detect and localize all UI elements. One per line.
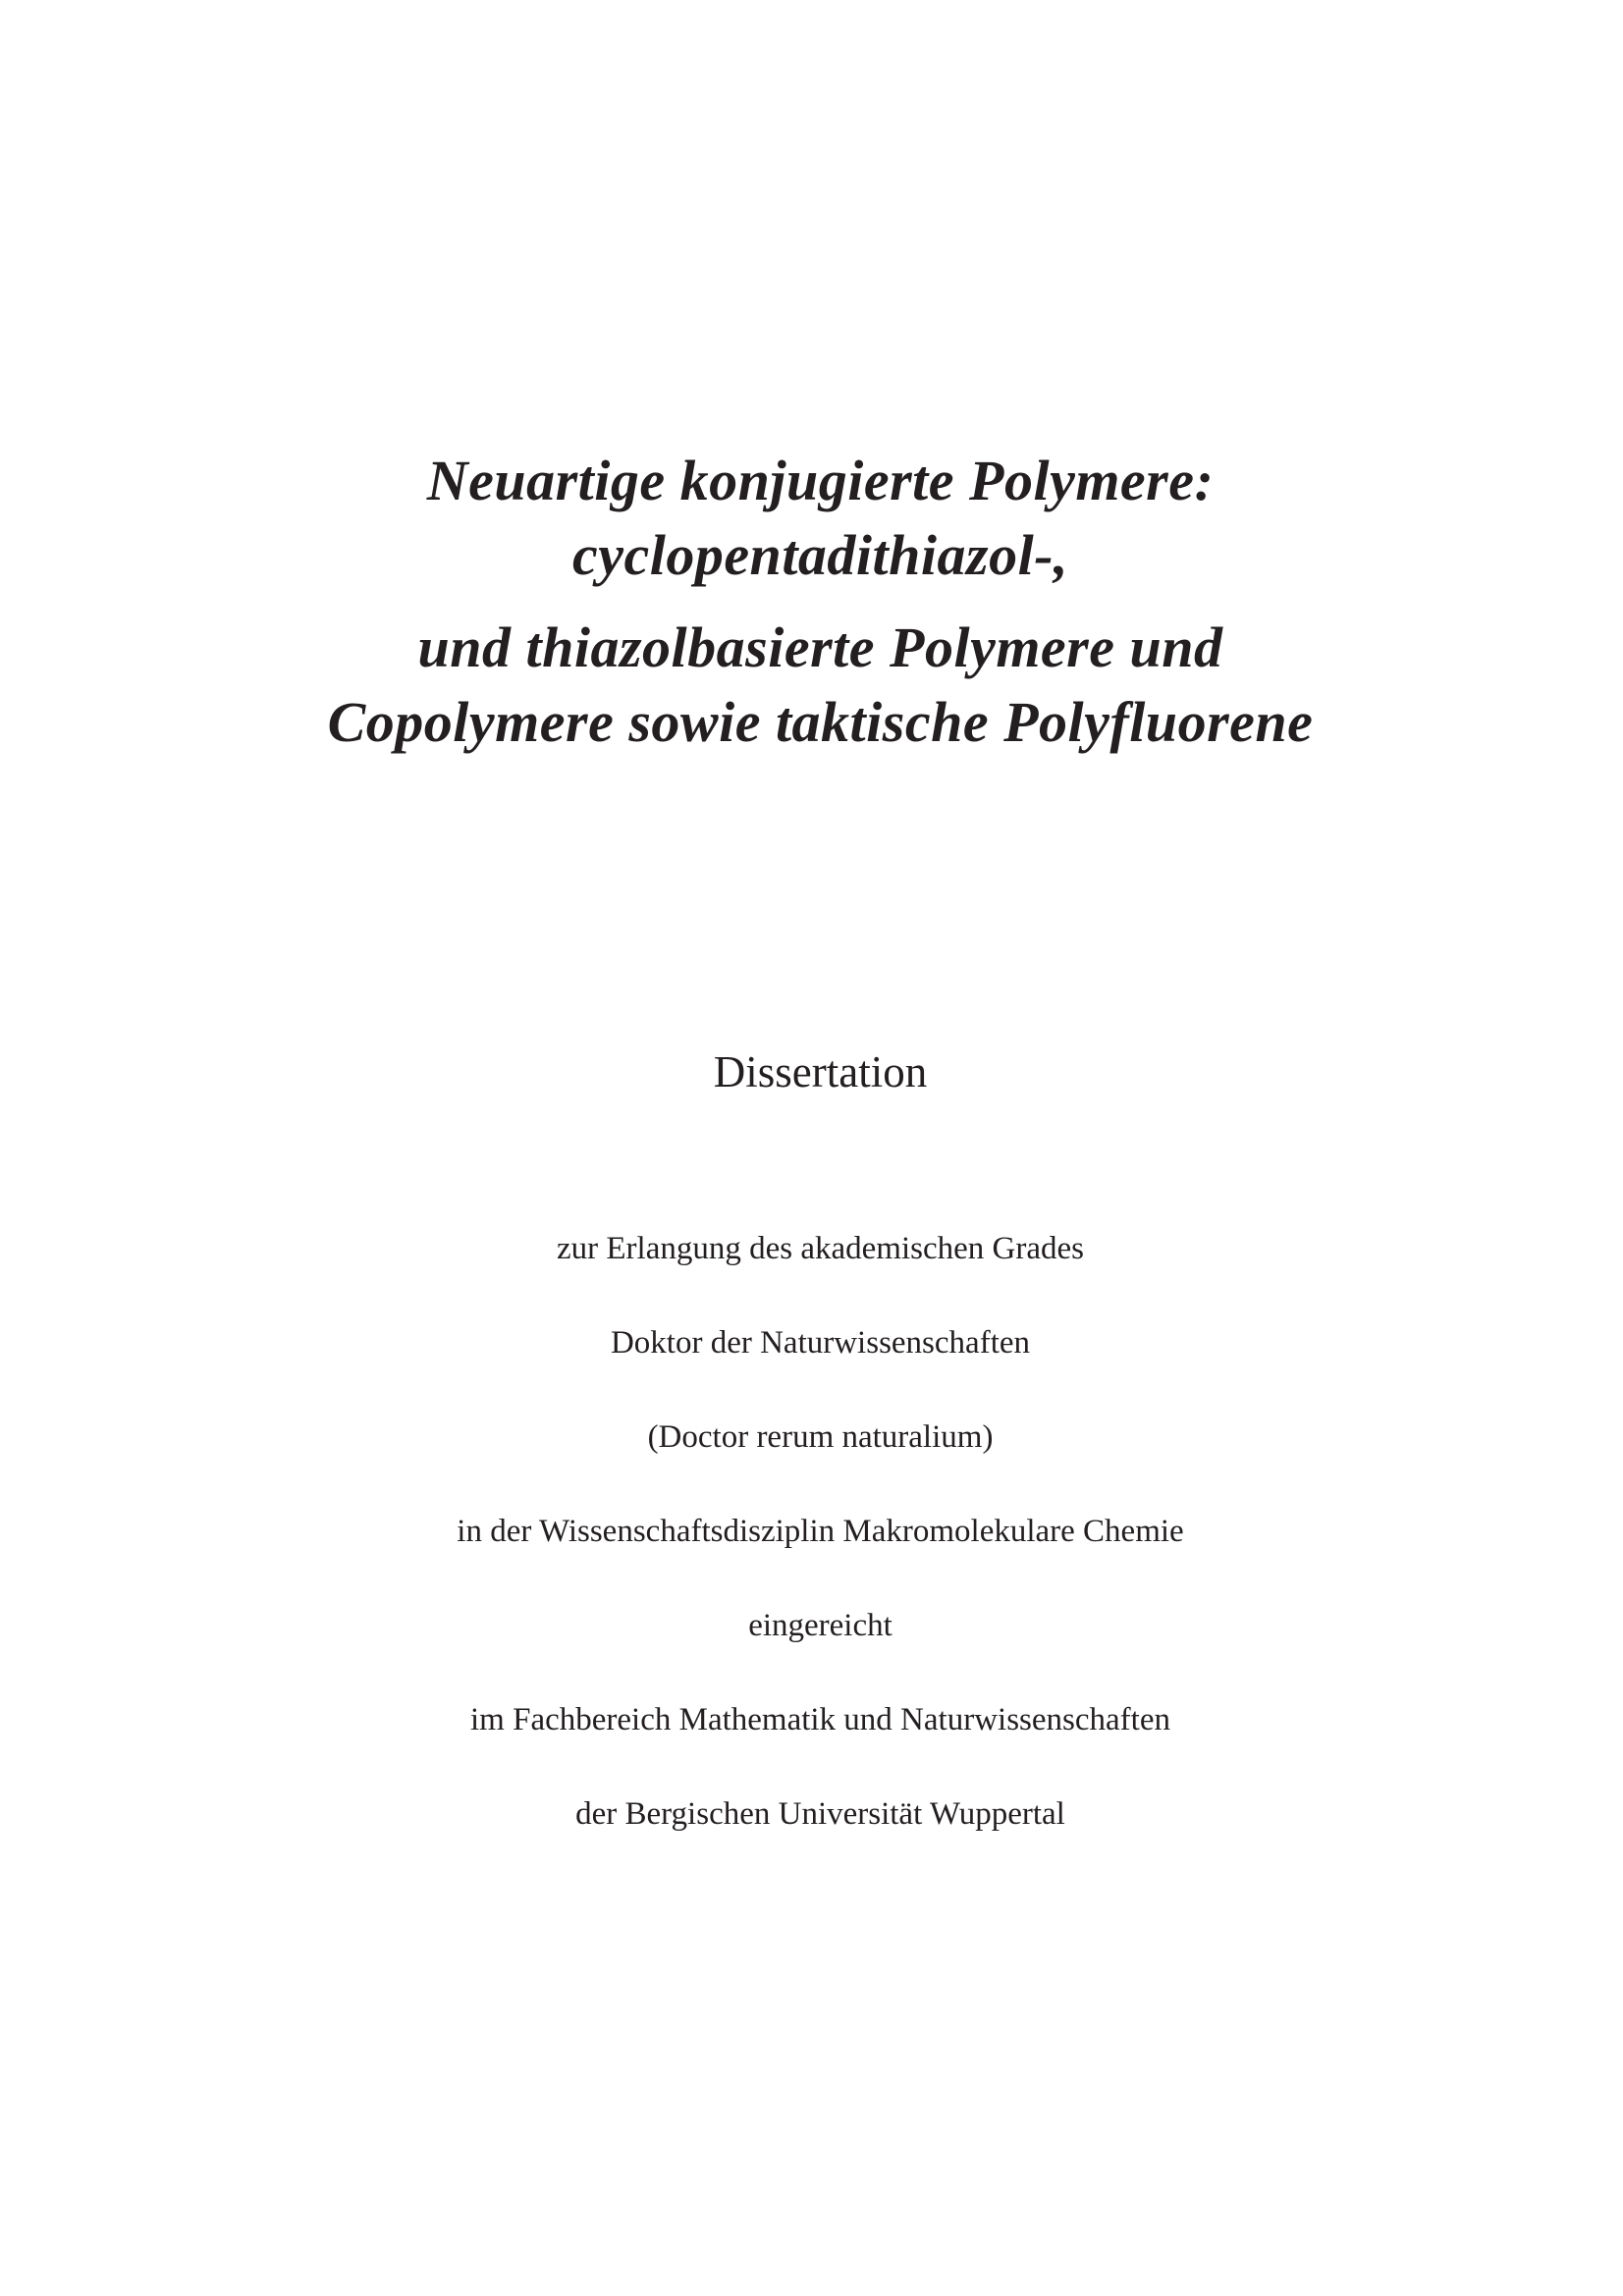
dissertation-title [18,444,1623,760]
dissertation-heading: Dissertation [713,1047,928,1096]
title-part-1 [18,444,1623,593]
line-degree-name: Doktor der Naturwissenschaften [610,1325,1031,1361]
line-discipline: in der Wissenschaftsdisziplin Makromolekulare Chemie [457,1514,1184,1549]
title-line-4: Copolymere sowie taktische Polyfluorene [327,690,1314,754]
title-part-2 [18,611,1623,760]
line-university: der Bergischen Universität Wuppertal [575,1796,1065,1832]
title-line-3: und thiazolbasierte Polymere und [417,615,1223,679]
degree-statement-block [18,1229,1623,1835]
title-line-1: Neuartige konjugierte Polymere: [426,449,1215,512]
title-line-2: cyclopentadithiazol-, [571,523,1069,587]
line-submitted: eingereicht [748,1608,893,1643]
line-degree-latin: (Doctor rerum naturalium) [647,1419,994,1455]
line-faculty: im Fachbereich Mathematik und Naturwissenschaften [470,1702,1170,1737]
line-degree-purpose: zur Erlangung des akademischen Grades [557,1231,1084,1266]
